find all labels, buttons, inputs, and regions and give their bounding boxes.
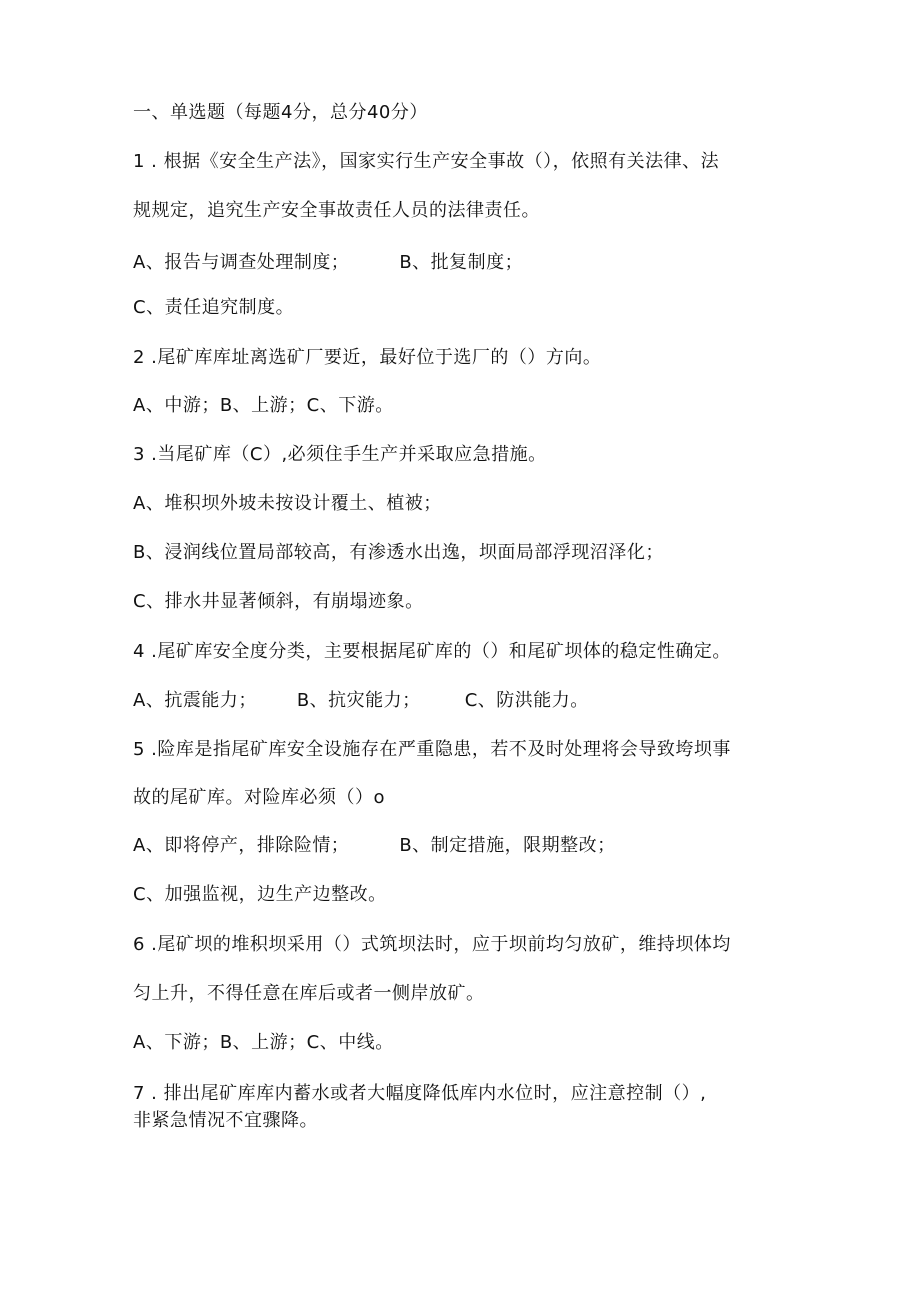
question-3-option-a: A、堆积坝外坡未按设计覆土、植被；	[133, 493, 442, 514]
question-2-options: A、中游；B、上游；C、下游。	[133, 395, 394, 416]
question-1-option-c: C、责任追究制度。	[133, 297, 295, 318]
question-3-line-1: 3 .当尾矿库（C）,必须住手生产并采取应急措施。	[133, 444, 547, 465]
question-6-line-1: 6 .尾矿坝的堆积坝采用（）式筑坝法时，应于坝前均匀放矿，维持坝体均	[133, 934, 731, 955]
question-5-options-row-1	[133, 834, 616, 858]
question-4-option-a: A、抗震能力；	[133, 690, 257, 711]
question-7-line-1: 7 . 排出尾矿库库内蓄水或者大幅度降低库内水位时，应注意控制（）,	[133, 1083, 707, 1104]
question-1-option-a: A、报告与调查处理制度；	[133, 252, 350, 273]
question-3-option-b: B、浸润线位置局部较高，有渗透水出逸，坝面局部浮现沼泽化；	[133, 542, 664, 563]
question-4-options	[133, 689, 589, 713]
section-heading: 一、单选题（每题4分，总分40分）	[133, 102, 428, 123]
question-5-option-c: C、加强监视，边生产边整改。	[133, 884, 387, 905]
question-4-option-b: B、抗灾能力；	[296, 690, 421, 711]
question-1-line-1: 1 . 根据《安全生产法》，国家实行生产安全事故（），依照有关法律、法	[133, 151, 720, 172]
question-4-line-1: 4 .尾矿库安全度分类，主要根据尾矿库的（）和尾矿坝体的稳定性确定。	[133, 641, 731, 662]
question-5-option-a: A、即将停产，排除险情；	[133, 835, 350, 856]
question-1-line-2: 规规定，追究生产安全事故责任人员的法律责任。	[133, 200, 540, 221]
question-6-options: A、下游；B、上游；C、中线。	[133, 1032, 394, 1053]
question-3-option-c: C、排水井显著倾斜，有崩塌迹象。	[133, 591, 424, 612]
question-2-line-1: 2 .尾矿库库址离选矿厂要近，最好位于选厂的（）方向。	[133, 347, 602, 368]
question-7-line-2: 非紧急情况不宜骤降。	[133, 1110, 318, 1131]
question-6-line-2: 匀上升，不得任意在库后或者一侧岸放矿。	[133, 983, 485, 1004]
question-5-option-b: B、制定措施，限期整改；	[399, 835, 616, 856]
question-1-options-row-1	[133, 251, 523, 275]
question-5-line-2: 故的尾矿库。对险库必须（）o	[133, 787, 386, 808]
question-4-option-c: C、防洪能力。	[464, 690, 589, 711]
question-1-option-b: B、批复制度；	[399, 252, 524, 273]
question-5-line-1: 5 .险库是指尾矿库安全设施存在严重隐患，若不及时处理将会导致垮坝事	[133, 739, 731, 760]
